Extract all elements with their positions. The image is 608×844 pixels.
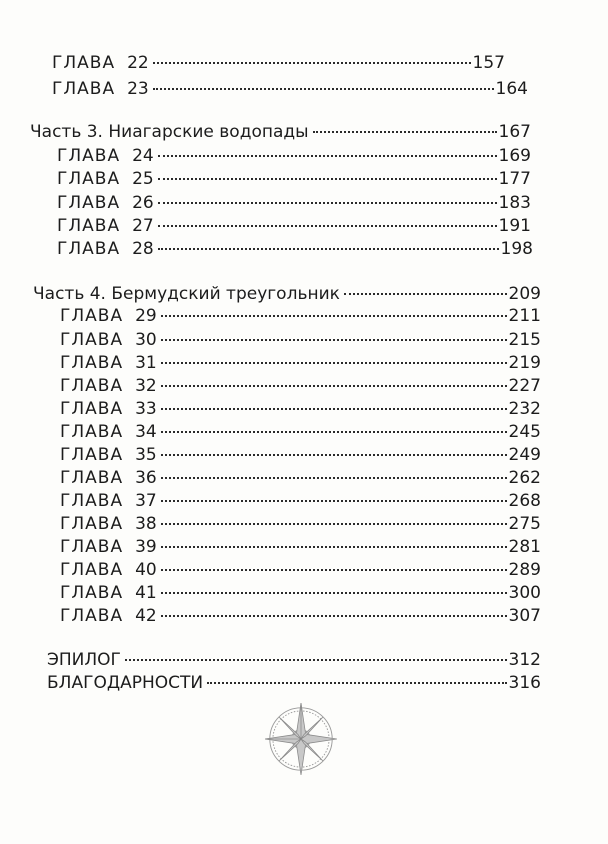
leader-dots [207, 680, 506, 684]
page-number: 167 [498, 122, 531, 142]
page-number: 164 [495, 79, 528, 99]
leader-dots [158, 223, 497, 227]
chapter-number: 38 [135, 514, 157, 534]
page-number: 307 [508, 606, 541, 626]
leader-dots [161, 521, 507, 525]
toc-entry [57, 168, 531, 190]
toc-entry [60, 352, 541, 374]
toc-part-entry [30, 121, 531, 143]
chapter-label: ГЛАВА [60, 606, 124, 626]
page-number: 275 [508, 514, 541, 534]
chapter-number: 41 [135, 583, 157, 603]
leader-dots [158, 153, 497, 157]
toc-entry [47, 649, 541, 671]
page-number: 191 [498, 216, 531, 236]
toc-entry [60, 305, 541, 327]
chapter-number: 31 [135, 353, 157, 373]
chapter-number: 28 [132, 239, 154, 259]
chapter-label: ГЛАВА [57, 216, 121, 236]
page-number: 219 [508, 353, 541, 373]
leader-dots [161, 383, 507, 387]
leader-dots [161, 313, 507, 317]
page-number: 249 [508, 445, 541, 465]
chapter-number: 23 [127, 79, 149, 99]
chapter-number: 25 [132, 169, 154, 189]
toc-entry [52, 52, 505, 74]
leader-dots [161, 337, 507, 341]
part-title: Часть 4. Бермудский треугольник [33, 284, 340, 304]
toc-entry [57, 215, 531, 237]
page-number: 227 [508, 376, 541, 396]
page-number: 281 [508, 537, 541, 557]
chapter-number: 30 [135, 330, 157, 350]
page-number: 177 [498, 169, 531, 189]
chapter-number: 42 [135, 606, 157, 626]
chapter-label: ГЛАВА [57, 146, 121, 166]
epilogue-title: ЭПИЛОГ [47, 650, 121, 670]
leader-dots [158, 246, 499, 250]
compass-rose-icon [262, 700, 340, 778]
page-number: 198 [500, 239, 533, 259]
chapter-number: 24 [132, 146, 154, 166]
chapter-number: 35 [135, 445, 157, 465]
toc-entry [57, 192, 531, 214]
chapter-label: ГЛАВА [60, 399, 124, 419]
leader-dots [161, 360, 507, 364]
leader-dots [125, 657, 507, 661]
chapter-number: 33 [135, 399, 157, 419]
chapter-label: ГЛАВА [60, 537, 124, 557]
page-number: 312 [508, 650, 541, 670]
leader-dots [158, 176, 497, 180]
leader-dots [161, 590, 507, 594]
chapter-label: ГЛАВА [60, 491, 124, 511]
leader-dots [161, 475, 507, 479]
page-number: 262 [508, 468, 541, 488]
page-number: 268 [508, 491, 541, 511]
chapter-label: ГЛАВА [52, 53, 116, 73]
chapter-number: 37 [135, 491, 157, 511]
toc-part-entry [33, 283, 541, 305]
chapter-label: ГЛАВА [52, 79, 116, 99]
page-number: 289 [508, 560, 541, 580]
chapter-number: 26 [132, 193, 154, 213]
page-number: 183 [498, 193, 531, 213]
chapter-label: ГЛАВА [60, 376, 124, 396]
chapter-number: 22 [127, 53, 149, 73]
chapter-label: ГЛАВА [60, 468, 124, 488]
toc-entry [60, 398, 541, 420]
toc-entry [60, 582, 541, 604]
part-title: Часть 3. Ниагарские водопады [30, 122, 309, 142]
leader-dots [161, 429, 507, 433]
toc-entry [60, 444, 541, 466]
chapter-label: ГЛАВА [60, 560, 124, 580]
leader-dots [161, 567, 507, 571]
page-number: 169 [498, 146, 531, 166]
page-number: 245 [508, 422, 541, 442]
leader-dots [158, 200, 497, 204]
chapter-number: 32 [135, 376, 157, 396]
toc-entry [60, 559, 541, 581]
toc-entry [52, 78, 528, 100]
leader-dots [161, 613, 507, 617]
toc-entry [47, 672, 541, 694]
page-number: 232 [508, 399, 541, 419]
toc-entry [60, 421, 541, 443]
chapter-label: ГЛАВА [60, 514, 124, 534]
page-number: 211 [508, 306, 541, 326]
page-number: 209 [508, 284, 541, 304]
page-number: 316 [508, 673, 541, 693]
leader-dots [161, 544, 507, 548]
toc-entry [57, 145, 531, 167]
chapter-label: ГЛАВА [60, 306, 124, 326]
chapter-number: 40 [135, 560, 157, 580]
toc-entry [60, 467, 541, 489]
leader-dots [161, 452, 507, 456]
leader-dots [161, 498, 507, 502]
toc-entry [60, 329, 541, 351]
chapter-label: ГЛАВА [60, 445, 124, 465]
toc-entry [60, 375, 541, 397]
page-number: 300 [508, 583, 541, 603]
chapter-number: 29 [135, 306, 157, 326]
toc-entry [57, 238, 533, 260]
leader-dots [161, 406, 507, 410]
page-number: 157 [472, 53, 505, 73]
chapter-number: 36 [135, 468, 157, 488]
toc-entry [60, 536, 541, 558]
chapter-label: ГЛАВА [60, 583, 124, 603]
toc-entry [60, 513, 541, 535]
leader-dots [153, 60, 471, 64]
chapter-number: 39 [135, 537, 157, 557]
chapter-number: 34 [135, 422, 157, 442]
leader-dots [344, 291, 507, 295]
toc-entry [60, 605, 541, 627]
chapter-label: ГЛАВА [60, 422, 124, 442]
chapter-number: 27 [132, 216, 154, 236]
leader-dots [153, 86, 494, 90]
chapter-label: ГЛАВА [57, 169, 121, 189]
chapter-label: ГЛАВА [57, 239, 121, 259]
leader-dots [313, 129, 497, 133]
chapter-label: ГЛАВА [60, 353, 124, 373]
acknowledgements-title: БЛАГОДАРНОСТИ [47, 673, 204, 693]
page-number: 215 [508, 330, 541, 350]
chapter-label: ГЛАВА [57, 193, 121, 213]
toc-entry [60, 490, 541, 512]
chapter-label: ГЛАВА [60, 330, 124, 350]
